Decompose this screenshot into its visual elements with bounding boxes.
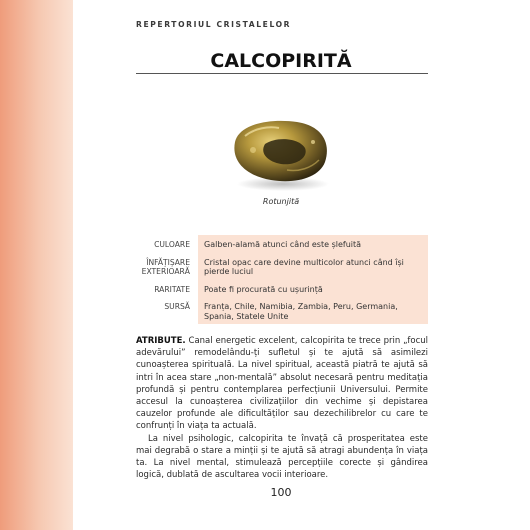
property-label: CULOARE	[154, 240, 190, 249]
property-label: RARITATE	[154, 284, 190, 294]
attributes-paragraph	[136, 335, 428, 433]
property-label: SURSĂ	[164, 302, 190, 311]
properties-row	[136, 253, 428, 280]
properties-table	[136, 235, 428, 324]
attributes-text	[136, 335, 428, 481]
chalcopyrite-stone-image	[225, 114, 335, 194]
property-value: Franța, Chile, Namibia, Zambia, Peru, Germania, Spania, Statele Unite	[198, 297, 428, 324]
image-caption: Rotunjită	[262, 197, 300, 206]
page-number: 100	[270, 486, 292, 499]
psychological-paragraph: La nivel psihologic, calcopirita te învață că prosperitatea este mai degrabă o stare a minții și te ajută să atragi abundența în viața ta. La nivel mental, stimulează percepțiile corecte și gândirea logică, dublată de ascultarea vocii interioare.	[136, 433, 428, 481]
property-value: Cristal opac care devine multicolor atunci când își pierde luciul	[198, 253, 428, 280]
property-value: Galben-alamă atunci când este șlefuită	[198, 235, 428, 253]
title-divider	[136, 73, 428, 74]
attributes-paragraph-text: Canal energetic excelent, calcopirita te trece prin „focul adevărului” remodelându-ți sufletul și te ajută să asimilezi cunoașterea spirituală. La nivel spiritual, această piatră te ajută să intri în acea stare „non-mentală” absolut necesară pentru meditația profundă și pentru contemplarea perfecțiunii Universului. Permite accesul la cunoașterea civilizațiilor din vechime și depistarea cauzelor profunde ale dificultăților sau dezechilibrelor cu care te confrunți în viața ta actuală.	[136, 336, 428, 432]
decorative-side-band	[0, 0, 73, 530]
attributes-lead: ATRIBUTE.	[136, 336, 186, 346]
page-title: CALCOPIRITĂ	[210, 50, 352, 72]
section-header: REPERTORIUL CRISTALELOR	[136, 20, 292, 29]
properties-row	[136, 297, 428, 324]
property-label: ÎNFĂȚIȘARE EXTERIOARĂ	[141, 257, 190, 276]
properties-row	[136, 280, 428, 298]
properties-row	[136, 235, 428, 253]
property-value: Poate fi procurată cu ușurință	[198, 280, 428, 298]
